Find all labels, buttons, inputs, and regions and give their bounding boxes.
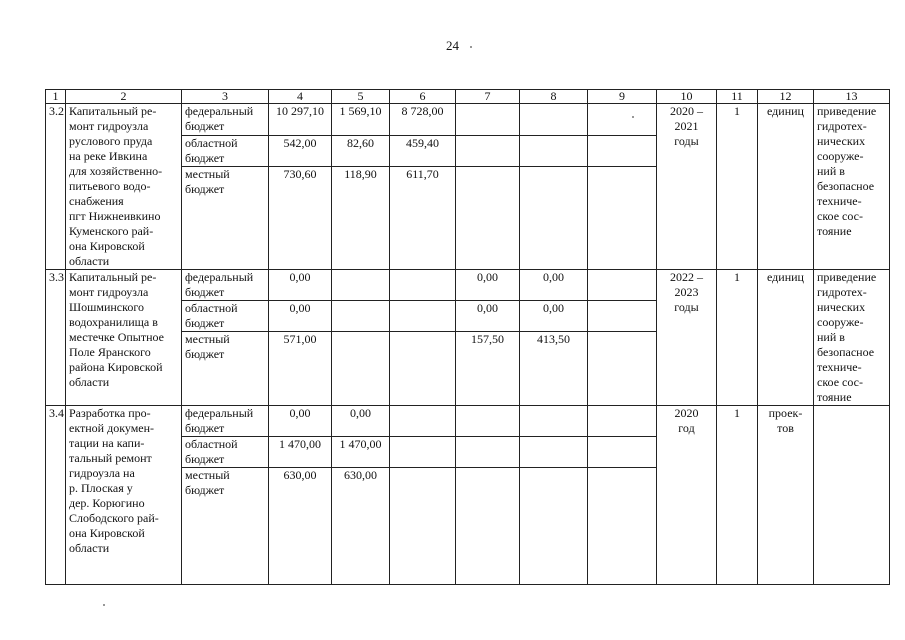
amount-c8: 413,50 — [520, 332, 588, 406]
amount-c4: 542,00 — [269, 135, 332, 167]
amount-c6 — [390, 332, 456, 406]
implementation-period: 2020 – 2021 годы — [657, 104, 717, 270]
table-row — [46, 104, 890, 136]
amount-c7 — [456, 104, 520, 136]
amount-c4: 571,00 — [269, 332, 332, 406]
indicator-quantity: 1 — [717, 406, 758, 585]
amount-c4: 0,00 — [269, 270, 332, 301]
amount-c4: 0,00 — [269, 301, 332, 332]
scan-speck — [632, 116, 634, 118]
amount-c7: 0,00 — [456, 301, 520, 332]
amount-c7 — [456, 437, 520, 468]
scan-speck — [470, 46, 472, 48]
amount-c7: 157,50 — [456, 332, 520, 406]
amount-c8: 0,00 — [520, 301, 588, 332]
amount-c8 — [520, 167, 588, 270]
column-header: 8 — [520, 90, 588, 104]
amount-c9 — [588, 437, 657, 468]
amount-c6 — [390, 468, 456, 585]
amount-c5 — [332, 270, 390, 301]
amount-c7 — [456, 135, 520, 167]
column-header: 2 — [66, 90, 182, 104]
amount-c9 — [588, 167, 657, 270]
measure-name: Капитальный ре- монт гидроузла Шошминского водохранилища в местечке Опытное Поле Яранского района Кировской области — [66, 270, 182, 406]
page-number: 24 — [446, 38, 459, 53]
amount-c7 — [456, 468, 520, 585]
table-row — [46, 406, 890, 437]
amount-c5 — [332, 332, 390, 406]
amount-c9 — [588, 468, 657, 585]
implementation-period: 2020 год — [657, 406, 717, 585]
amount-c6 — [390, 270, 456, 301]
funding-source: федеральный бюджет — [182, 270, 269, 301]
amount-c4: 10 297,10 — [269, 104, 332, 136]
amount-c6 — [390, 301, 456, 332]
amount-c8 — [520, 406, 588, 437]
column-header: 11 — [717, 90, 758, 104]
amount-c4: 0,00 — [269, 406, 332, 437]
column-header: 4 — [269, 90, 332, 104]
column-header: 7 — [456, 90, 520, 104]
measure-name: Разработка про- ектной докумен- тации на капи- тальный ремонт гидроузла на р. Плоская у дер. Корюгино Слободского рай- она Кировской области — [66, 406, 182, 585]
indicator-quantity: 1 — [717, 104, 758, 270]
amount-c5: 82,60 — [332, 135, 390, 167]
amount-c4: 1 470,00 — [269, 437, 332, 468]
expected-result — [814, 406, 890, 585]
amount-c6: 8 728,00 — [390, 104, 456, 136]
amount-c4: 730,60 — [269, 167, 332, 270]
indicator-unit: единиц — [758, 104, 814, 270]
amount-c8 — [520, 437, 588, 468]
amount-c7 — [456, 406, 520, 437]
measure-name: Капитальный ре- монт гидроузла руслового пруда на реке Ивкина для хозяйственно- питьевого водо- снабжения пгт Нижнеивкино Куменского рай- она Кировской области — [66, 104, 182, 270]
funding-source: местный бюджет — [182, 167, 269, 270]
column-header: 3 — [182, 90, 269, 104]
funding-source: федеральный бюджет — [182, 104, 269, 136]
table-row — [46, 270, 890, 301]
indicator-unit: единиц — [758, 270, 814, 406]
amount-c6 — [390, 437, 456, 468]
measure-number: 3.4 — [46, 406, 66, 585]
amount-c9 — [588, 301, 657, 332]
amount-c5: 118,90 — [332, 167, 390, 270]
amount-c9 — [588, 406, 657, 437]
amount-c7: 0,00 — [456, 270, 520, 301]
amount-c9 — [588, 135, 657, 167]
expected-result: приведение гидротех- нических сооруже- ний в безопасное техниче- ское сос- тояние — [814, 104, 890, 270]
amount-c6: 611,70 — [390, 167, 456, 270]
column-header: 5 — [332, 90, 390, 104]
measure-number: 3.2 — [46, 104, 66, 270]
column-header: 12 — [758, 90, 814, 104]
column-header: 1 — [46, 90, 66, 104]
amount-c5: 1 569,10 — [332, 104, 390, 136]
expected-result: приведение гидротех- нических сооруже- ний в безопасное техниче- ское сос- тояние — [814, 270, 890, 406]
amount-c9 — [588, 270, 657, 301]
measure-number: 3.3 — [46, 270, 66, 406]
funding-source: областной бюджет — [182, 301, 269, 332]
amount-c6 — [390, 406, 456, 437]
implementation-period: 2022 – 2023 годы — [657, 270, 717, 406]
amount-c9 — [588, 104, 657, 136]
header-row — [46, 90, 890, 104]
scan-speck — [103, 604, 105, 606]
column-header: 10 — [657, 90, 717, 104]
amount-c7 — [456, 167, 520, 270]
amount-c8 — [520, 104, 588, 136]
column-header: 13 — [814, 90, 890, 104]
amount-c8 — [520, 468, 588, 585]
amount-c6: 459,40 — [390, 135, 456, 167]
amount-c8 — [520, 135, 588, 167]
funding-source: федеральный бюджет — [182, 406, 269, 437]
amount-c8: 0,00 — [520, 270, 588, 301]
amount-c5: 0,00 — [332, 406, 390, 437]
column-header: 9 — [588, 90, 657, 104]
funding-source: областной бюджет — [182, 437, 269, 468]
indicator-quantity: 1 — [717, 270, 758, 406]
funding-source: местный бюджет — [182, 468, 269, 585]
program-measures-table — [45, 89, 890, 585]
funding-source: местный бюджет — [182, 332, 269, 406]
amount-c4: 630,00 — [269, 468, 332, 585]
indicator-unit: проек- тов — [758, 406, 814, 585]
amount-c5 — [332, 301, 390, 332]
column-header: 6 — [390, 90, 456, 104]
funding-source: областной бюджет — [182, 135, 269, 167]
amount-c9 — [588, 332, 657, 406]
amount-c5: 630,00 — [332, 468, 390, 585]
amount-c5: 1 470,00 — [332, 437, 390, 468]
